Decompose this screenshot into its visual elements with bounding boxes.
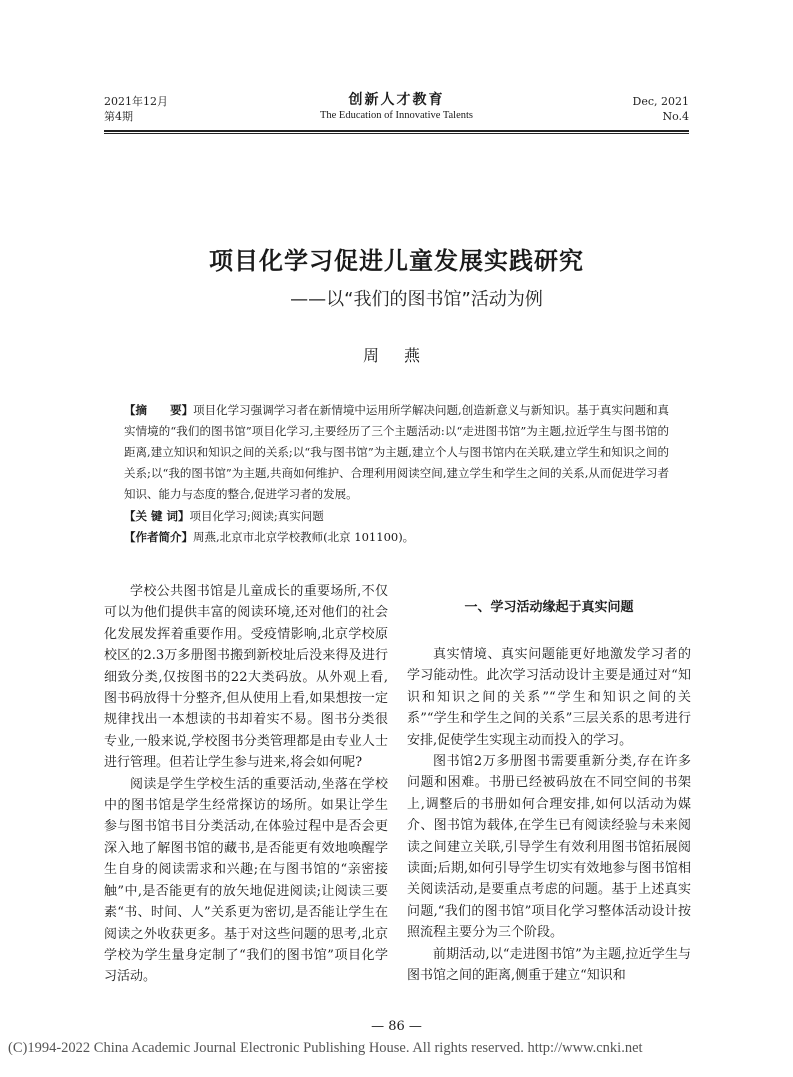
issue-date-cn [104, 94, 168, 124]
issue-date-en [633, 94, 689, 124]
article-subtitle: ——以“我们的图书馆”活动为例 [290, 289, 543, 310]
issue-number-en: No.4 [662, 110, 689, 123]
paragraph: 学校公共图书馆是儿童成长的重要场所,不仅可以为他们提供丰富的阅读环境,还对他们的社会化发展发挥着重要作用。受疫情影响,北京学校原校区的2.3万多册图书搬到新校址后没来得及进行细致分类,仅按图书的22大类码放。从外观上看,图书码放得十分整齐,但从使用上看,如果想按一定规律找出一本想读的书却着实不易。图书分类很专业,一般来说,学校图书分类管理都是由专业人士进行管理。但若让学生参与进来,将会如何呢? [104, 584, 388, 771]
author-info [124, 527, 669, 548]
author-info-text: 周燕,北京市北京学校教师(北京 101100)。 [193, 530, 415, 544]
keywords-text: 项目化学习;阅读;真实问题 [189, 509, 324, 523]
paragraph: 真实情境、真实问题能更好地激发学习者的学习能动性。此次学习活动设计主要是通过对“知识和知识之间的关系”“学生和知识之间的关系”“学生和学生之间的关系”三层关系的思考进行安排,促使学生实现主动而投入的学习。 [407, 647, 691, 748]
header-rule-thin [104, 133, 689, 134]
paragraph: 前期活动,以“走进图书馆”为主题,拉近学生与图书馆之间的距离,侧重于建立“知识和 [407, 946, 691, 984]
article-author: 周 燕 [362, 346, 431, 365]
abstract-text: 项目化学习强调学习者在新情境中运用所学解决问题,创造新意义与新知识。基于真实问题和真实情境的“我们的图书馆”项目化学习,主要经历了三个主题活动:以“走进图书馆”为主题,拉近学生与图书馆的距离,建立知识和知识之间的关系;以“我与图书馆”为主题,建立个人与图书馆内在关联,建立学生和知识之间的关系;以“我的图书馆”为主题,共商如何维护、合理利用阅读空间,建立学生和学生之间的关系,从而促进学习者知识、能力与态度的整合,促进学习者的发展。 [124, 403, 669, 501]
journal-title-en: The Education of Innovative Talents [319, 110, 474, 121]
paragraph: 阅读是学生学校生活的重要活动,坐落在学校中的图书馆是学生经常探访的场所。如果让学生参与图书馆书目分类活动,在体验过程中是否会更深入地了解图书馆的藏书,是否能更有效地唤醒学生自身的阅读需求和兴趣;在与图书馆的“亲密接触”中,是否能更有的放矢地促进阅读;让阅读三要素“书、时间、人”关系更为密切,是否能让学生在阅读之外收获更多。基于对这些问题的思考,北京学校为学生量身定制了“我们的图书馆”项目化学习活动。 [104, 776, 388, 985]
issue-number-cn: 第4期 [104, 110, 133, 123]
header-rule [104, 130, 689, 132]
issue-month-cn: 2021年12月 [104, 95, 168, 108]
author-info-label: 【作者简介】 [124, 530, 193, 544]
abstract-label: 【摘 要】 [124, 403, 194, 417]
copyright-notice: (C)1994-2022 China Academic Journal Electronic Publishing House. All rights reserved. http://www.cnki.net [8, 1040, 643, 1056]
keywords-label: 【关 键 词】 [124, 509, 190, 523]
journal-masthead [260, 92, 533, 123]
body-column-left [104, 581, 388, 988]
keywords [124, 506, 669, 527]
paragraph: 图书馆2万多册图书需要重新分类,存在许多问题和困难。书册已经被码放在不同空间的书架上,调整后的书册如何合理安排,如何以活动为媒介、图书馆为载体,在学生已有阅读经验与未来阅读之间建立关联,引导学生有效利用图书馆拓展阅读面;后期,如何引导学生切实有效地参与图书馆相关阅读活动,是要重点考虑的问题。基于上述真实问题,“我们的图书馆”项目化学习整体活动设计按照流程主要分为三个阶段。 [407, 754, 691, 941]
abstract [124, 400, 669, 505]
body-column-right [407, 598, 691, 987]
journal-title-cn: 创新人才教育 [348, 92, 445, 108]
page-number: — 86 — [371, 1019, 422, 1034]
article-title: 项目化学习促进儿童发展实践研究 [209, 247, 584, 275]
section-heading: 一、学习活动缘起于真实问题 [464, 600, 634, 615]
issue-month-en: Dec, 2021 [632, 95, 689, 108]
